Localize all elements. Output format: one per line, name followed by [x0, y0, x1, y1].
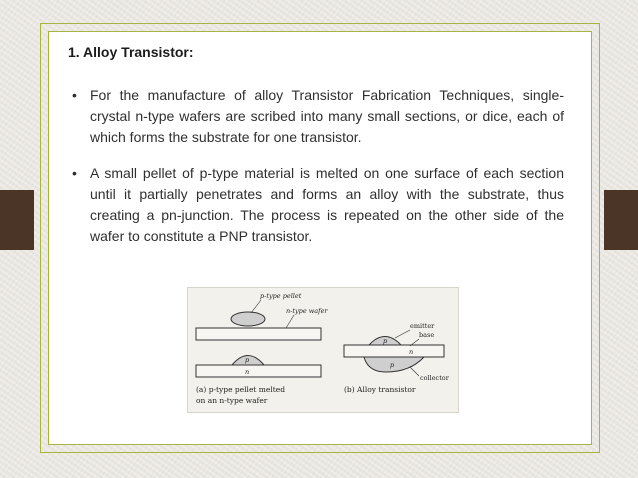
p-pellet-label: p-type pellet: [260, 292, 302, 300]
p-region-label: p: [245, 356, 250, 364]
left-decorative-tab: [0, 190, 34, 250]
n-region-label: n: [245, 368, 250, 376]
caption-a-line1: (a) p-type pellet melted: [196, 385, 285, 394]
base-label: base: [419, 331, 435, 339]
alloy-transistor-diagram: [187, 287, 459, 413]
base-n-label: n: [409, 348, 414, 356]
wafer-with-alloy: [196, 365, 321, 377]
caption-a-line2: on an n-type wafer: [196, 396, 268, 405]
bullet-dot: •: [72, 87, 77, 103]
collector-label: collector: [420, 374, 449, 382]
base-wafer: [344, 345, 444, 357]
caption-b: (b) Alloy transistor: [344, 385, 416, 394]
emitter-p-label: p: [383, 337, 388, 345]
right-decorative-tab: [604, 190, 638, 250]
n-wafer-shape: [196, 328, 321, 340]
bullet-text: For the manufacture of alloy Transistor Fabrication Techniques, single-crystal n-type wafers are scribed into many small sections, or dice, each of which forms the substrate for one transistor.: [90, 87, 564, 145]
collector-p-label: p: [390, 361, 395, 369]
bullet-item: [72, 163, 564, 247]
emitter-label: emitter: [410, 322, 435, 330]
bullet-dot: •: [72, 165, 77, 181]
bullet-text: A small pellet of p-type material is melted on one surface of each section until it partially penetrates and forms an alloy with the substrate, thus creating a pn-junction. The process is repeated on the other side of the wafer to constitute a PNP transistor.: [90, 165, 564, 244]
n-wafer-label: n-type wafer: [286, 307, 328, 315]
bullet-item: [72, 85, 564, 148]
p-pellet-shape: [231, 312, 265, 326]
slide-heading: 1. Alloy Transistor:: [68, 44, 194, 60]
